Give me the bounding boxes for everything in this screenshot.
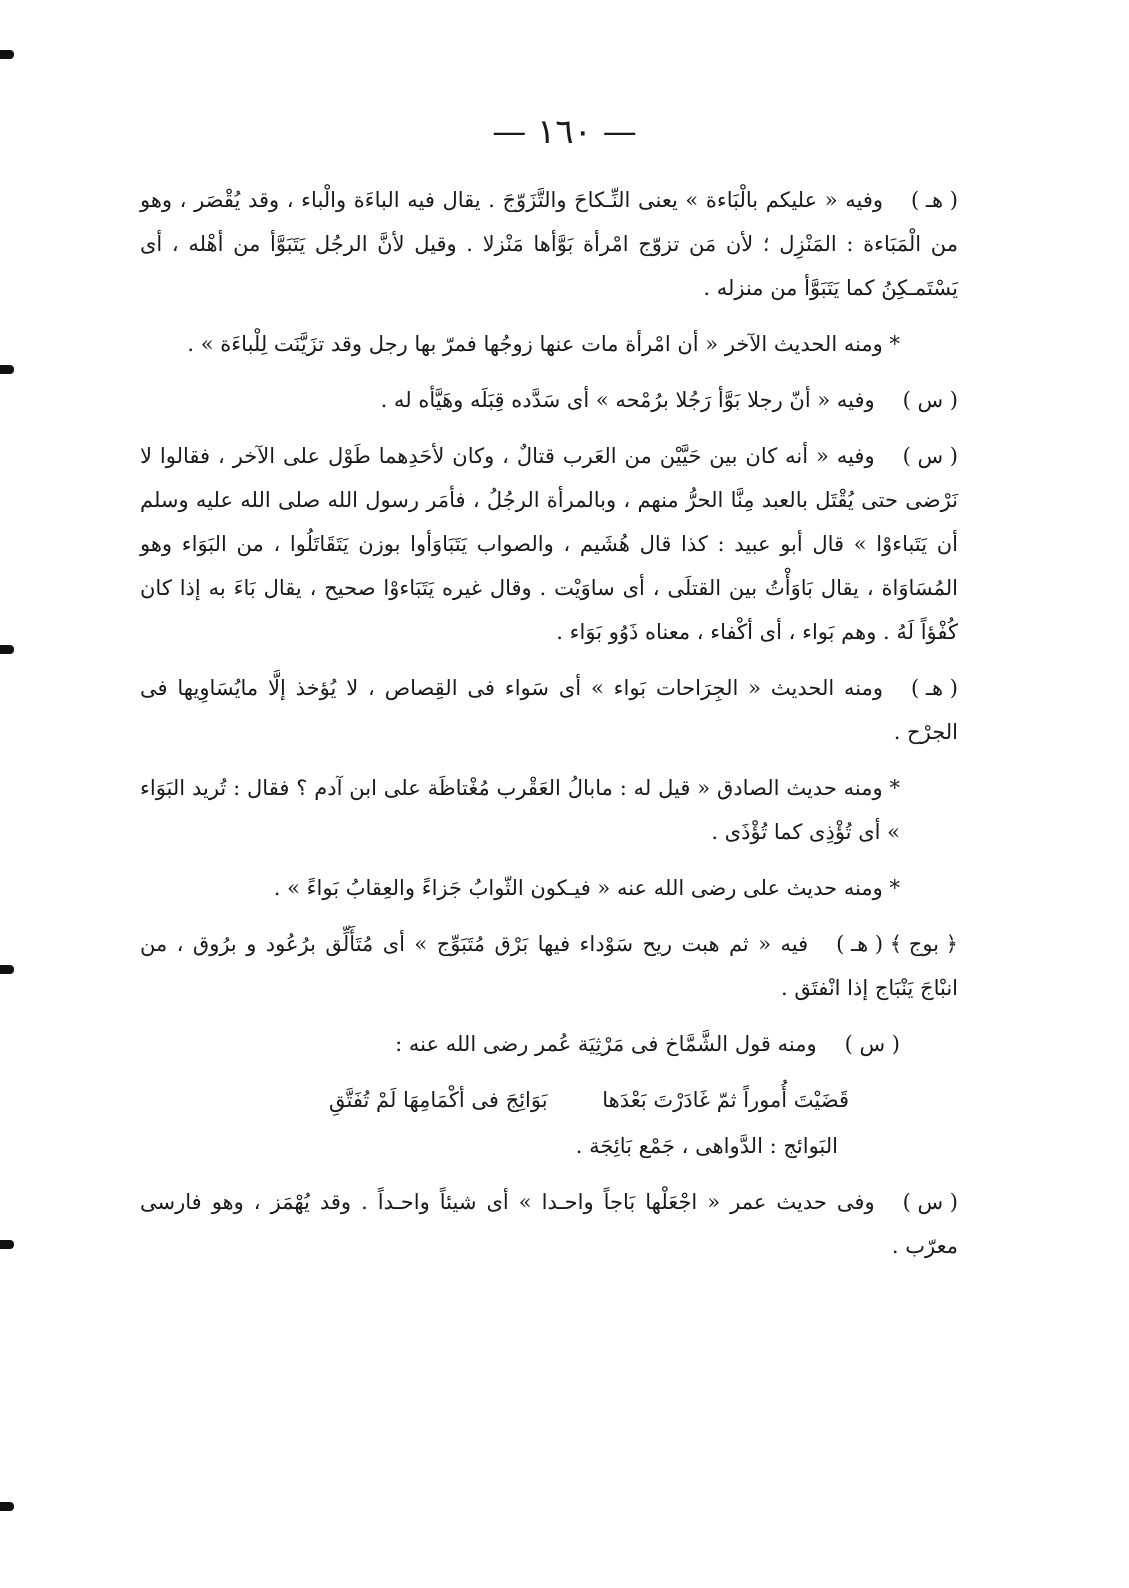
verse-second-hemistich: بَوَائِجَ فى أكْمَامِهَا لَمْ تُفَتَّقِ [329,1088,548,1112]
verse-gloss: البَوائج : الدَّواهى ، جَمْع بَائِجَة . [575,1134,838,1158]
paragraph-text: وفى حديث عمر « اجْعَلْها بَاجاً واحـدا » أى شيئاً واحـداً . وقد يُهْمَز ، وهو فارسى معرّب . [140,1190,958,1258]
entry-paragraph [140,322,958,366]
source-tag: ( س ) [902,444,958,468]
verse-first-hemistich: قَضَيْتَ أُموراً ثمّ غَادَرْتَ بَعْدَها [602,1088,849,1112]
headword-tag: ﴿ بوج ﴾ ( هـ ) [836,932,958,956]
source-tag: ( س ) [902,388,958,412]
paragraph-text: وفيه « عليكم بالْبَاءة » يعنى النِّـكاحَ والتَّزَوّجَ . يقال فيه الباءَة والْباء ، وقد يُقْصَر ، وهو من الْمَبَاءة : المَنْزِل ؛ لأن مَن تزوّج امْرأة بَوَّأها مَنْزلا . وقيل لأنَّ الرجُل يَتَبَوَّأ من أهْله ، أى يَسْتَمـكِنُ كما يَتَبَوَّأ من منزله . [140,188,958,300]
page-number: — ١٦٠ — [492,112,637,152]
scan-edge-mark [0,965,14,974]
scan-edge-mark [0,365,14,374]
source-tag: ( س ) [902,1190,958,1214]
scan-edge-mark [0,1502,14,1511]
paragraph-text: * ومنه الحديث الآخر « أن امْرأة مات عنها زوجُها فمرّ بها رجل وقد تزَيَّنَت لِلْباءَة » . [187,332,900,356]
page-body [140,178,958,1280]
source-tag: ( هـ ) [911,676,958,700]
entry-paragraph [140,378,958,422]
paragraph-text: ومنه قول الشَّمَّاخ فى مَرْثِيَة عُمر رضى الله عنه : [395,1032,817,1056]
poem-verse [140,1078,958,1122]
paragraph-text: فيه « ثم هبت ريح سَوْداء فيها بَرْق مُتَبَوِّج » أى مُتَأَلِّق برُعُود و برُوق ، من انبْاجَ يَنْبَاج إذا انْفتَق . [140,932,958,1000]
entry-paragraph [140,666,958,754]
entry-paragraph [140,866,958,910]
entry-paragraph [140,1022,958,1066]
scan-edge-mark [0,1240,14,1249]
entry-paragraph [140,434,958,654]
paragraph-text: وفيه « أنّ رجلا بَوَّأ رَجُلا برُمْحه » أى سَدَّده قِبَلَه وهَيَّأه له . [380,388,875,412]
entry-paragraph [140,766,958,854]
entry-paragraph [140,922,958,1010]
source-tag: ( هـ ) [911,188,958,212]
paragraph-text: * ومنه حديث على رضى الله عنه « فيـكون الثّوابُ جَزاءً والعِقابُ بَواءً » . [273,876,900,900]
entry-paragraph [140,178,958,310]
paragraph-text: ومنه الحديث « الجِرَاحات بَواء » أى سَواء فى القِصاص ، لا يُؤخذ إلَّا مايُسَاوِيها فى الجرْح . [140,676,958,744]
paragraph-text: * ومنه حديث الصادق « قيل له : مابالُ العَقْرب مُغْتاظَة على ابن آدم ؟ فقال : تُريد البَوَاء » أى تُؤْذِى كما تُؤْذَى . [140,776,900,844]
paragraph-text: وفيه « أنه كان بين حَيَّيْن من العَرب قتالٌ ، وكان لأحَدِهما طَوْل على الآخر ، فقالوا لا نَرْضى حتى يُقْتَل بالعبد مِنَّا الحرُّ منهم ، وبالمرأة الرجُلُ ، فأمَر رسول الله صلى الله عليه وسلم أن يَتَباءوْا » قال أبو عبيد : كذا قال هُشَيم ، والصواب يَتَبَاوَأوا بوزن يَتَقَاتَلُوا ، من البَوَاء وهو المُسَاوَاة ، يقال بَاوَأْتُ بين القتلَى ، أى ساوَيْت . وقال غيره يَتَبَاءوْا صحيح ، يقال بَاءَ به إذا كان كُفْؤاً لَهُ . وهم بَواء ، أى أكْفاء ، معناه ذَوُو بَوَاء . [140,444,958,644]
entry-paragraph [140,1180,958,1268]
source-tag: ( س ) [844,1032,900,1056]
scan-edge-mark [0,645,14,654]
scan-edge-mark [0,50,14,59]
